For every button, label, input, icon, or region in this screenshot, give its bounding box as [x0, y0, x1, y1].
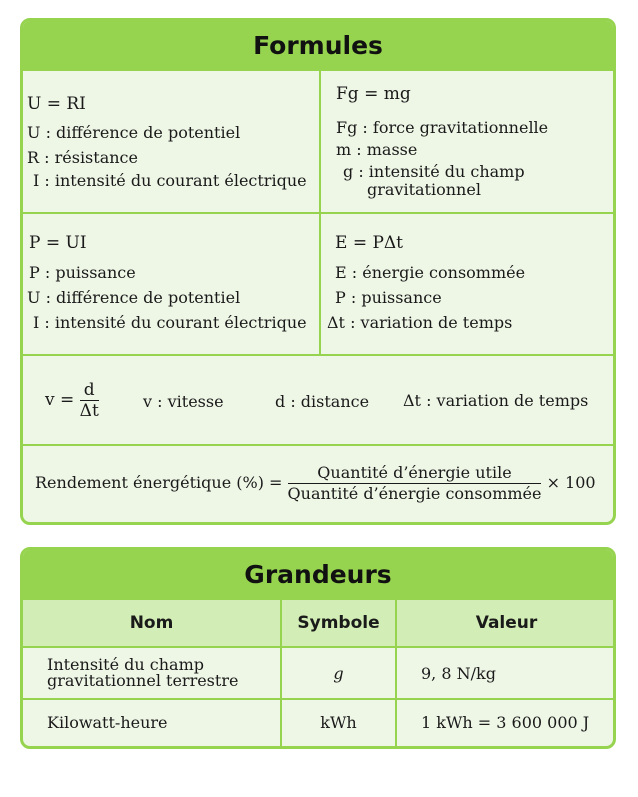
formula-efficiency-denominator: Quantité d’énergie consommée: [287, 484, 542, 503]
formula-efficiency-rhs: × 100: [546, 473, 596, 492]
formula-power-line: I : intensité du courant électrique: [33, 313, 307, 332]
formules-card: [20, 18, 616, 525]
table-row-nom: gravitationnel terrestre: [47, 671, 239, 690]
grandeurs-card: [20, 547, 616, 749]
formula-power: [23, 214, 319, 354]
column-header-nom: Nom: [129, 613, 174, 633]
table-row-symbole: g: [333, 664, 344, 683]
formula-power-equation: P = UI: [29, 233, 87, 253]
formula-gravity-line: gravitationnel: [367, 180, 481, 199]
formula-efficiency-lhs: Rendement énergétique (%) =: [35, 473, 283, 492]
formula-energy-line: P : puissance: [335, 288, 442, 307]
formules-title: Formules: [23, 21, 613, 71]
table-row-nom: Intensité du champ: [47, 655, 204, 674]
formula-speed-fraction: [80, 380, 99, 421]
formula-efficiency: [23, 446, 616, 522]
formula-efficiency-fraction: [288, 463, 542, 504]
table-row-symbole: kWh: [320, 713, 357, 732]
formula-power-line: U : différence de potentiel: [27, 288, 241, 307]
formula-gravity-line: g : intensité du champ: [343, 162, 525, 181]
formula-gravity: [321, 71, 616, 212]
formula-speed-lhs: v =: [45, 390, 75, 410]
formula-ohm-line: R : résistance: [27, 148, 138, 167]
formula-speed-numerator: d: [80, 380, 99, 401]
formula-energy-equation: E = PΔt: [335, 233, 404, 253]
column-header-symbole: Symbole: [297, 613, 380, 633]
formula-ohm-equation: U = RI: [27, 94, 86, 114]
grandeurs-title: Grandeurs: [23, 550, 613, 600]
formula-speed-denominator: Δt: [79, 401, 99, 421]
formula-ohm-line: I : intensité du courant électrique: [33, 171, 307, 190]
formula-efficiency-equation: [35, 460, 596, 506]
formula-speed: [23, 356, 616, 444]
formules-grid: [23, 71, 613, 522]
table-row-valeur: 9, 8 N/kg: [421, 664, 496, 683]
divider: [23, 698, 613, 700]
formula-ohm: [23, 71, 319, 212]
formula-speed-item: Δt : variation de temps: [403, 391, 589, 410]
formula-speed-item: d : distance: [275, 392, 370, 411]
formula-energy-line: Δt : variation de temps: [327, 313, 513, 332]
formula-energy: [321, 214, 616, 354]
table-row-nom: Kilowatt-heure: [47, 713, 168, 732]
table-row-valeur: 1 kWh = 3 600 000 J: [421, 713, 590, 732]
formula-speed-equation: [45, 378, 99, 422]
formula-ohm-line: U : différence de potentiel: [27, 123, 241, 142]
formula-gravity-line: m : masse: [336, 140, 418, 159]
formula-gravity-line: Fg : force gravitationnelle: [336, 118, 549, 137]
formula-energy-line: E : énergie consommée: [335, 263, 526, 282]
divider: [395, 600, 397, 746]
formula-gravity-equation: Fg = mg: [336, 84, 411, 104]
divider: [23, 646, 613, 648]
formula-speed-item: v : vitesse: [143, 392, 224, 411]
table-header: [23, 600, 613, 646]
column-header-valeur: Valeur: [475, 613, 538, 633]
formula-efficiency-numerator: Quantité d’énergie utile: [288, 463, 542, 484]
formula-power-line: P : puissance: [29, 263, 136, 282]
